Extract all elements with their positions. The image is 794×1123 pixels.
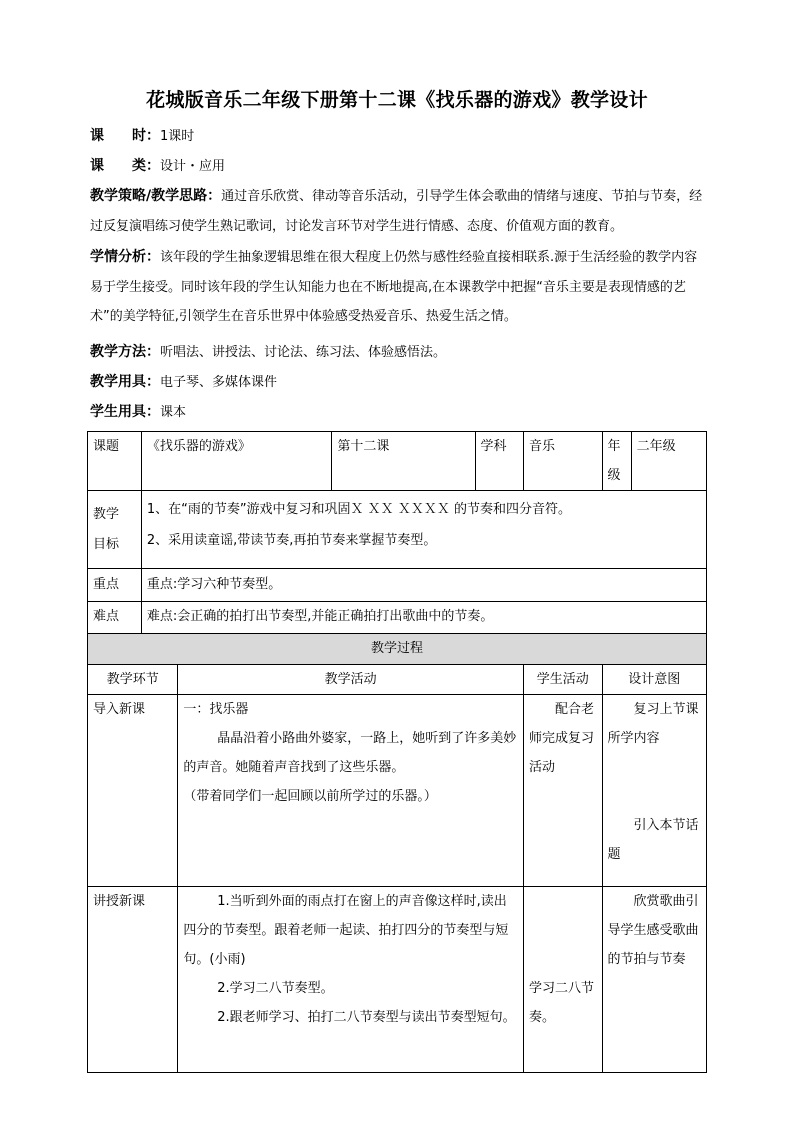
process-header-row	[88, 634, 707, 665]
col-stage: 教学环节	[88, 665, 178, 695]
table-row	[88, 695, 707, 887]
goal-item-1: 1、在“雨的节奏”游戏中复习和巩固Ｘ ＸＸ ＸＸＸＸ 的节奏和四分音符。	[146, 502, 571, 517]
type-value: 设计・应用	[160, 159, 226, 174]
row-intent	[602, 887, 706, 1073]
tools-value: 电子琴、多媒体课件	[160, 375, 278, 390]
meta-type	[90, 152, 710, 181]
meta-hours	[90, 122, 710, 151]
key-row	[88, 569, 707, 602]
goal-label-line-1: 教学	[93, 507, 120, 522]
strategy-label: 教学策略/教学思路：	[90, 188, 222, 204]
tools-label: 教学用具：	[90, 374, 160, 390]
row-activity	[178, 887, 524, 1073]
grade-value: 二年级	[631, 432, 706, 491]
meta-analysis	[90, 243, 710, 332]
activity-line: （带着同学们一起回顾以前所学过的乐器。）	[183, 789, 437, 804]
grade-label: 年级	[602, 432, 631, 491]
activity-line: 2.跟老师学习、拍打二八节奏型与读出节奏型短句。	[217, 1010, 516, 1025]
row-student	[523, 695, 602, 887]
row-stage: 导入新课	[88, 695, 178, 887]
student-activity: 学习二八节奏。	[528, 981, 594, 1025]
goal-item-2: 2、采用读童谣,带读节奏,再拍节奏来掌握节奏型。	[146, 533, 437, 548]
student-tools-value: 课本	[160, 405, 187, 420]
difficulty-value: 难点:会正确的拍打出节奏型,并能正确拍打出歌曲中的节奏。	[141, 602, 706, 634]
difficulty-label: 难点	[88, 602, 142, 634]
meta-strategy	[90, 182, 710, 241]
meta-tools	[90, 368, 710, 397]
subject-label: 学科	[475, 432, 523, 491]
method-label: 教学方法：	[90, 344, 160, 360]
strategy-text: 通过音乐欣赏、律动等音乐活动，引导学生体会歌曲的情绪与速度、节拍与节奏，经过反复演唱练习使学生熟记歌词，讨论发言环节对学生进行情感、态度、价值观方面的教育。	[90, 189, 703, 234]
lesson-table	[87, 431, 707, 1073]
key-label: 重点	[88, 569, 142, 602]
hours-label: 课 时：	[90, 128, 160, 144]
topic-value: 《找乐器的游戏》	[141, 432, 332, 491]
topic-label: 课题	[88, 432, 142, 491]
key-value: 重点:学习六种节奏型。	[141, 569, 706, 602]
student-activity: 配合老师完成复习活动	[528, 702, 594, 775]
document-title: 花城版音乐二年级下册第十二课《找乐器的游戏》教学设计	[146, 89, 648, 111]
row-stage: 讲授新课	[88, 887, 178, 1073]
type-label: 课 类：	[90, 158, 160, 174]
topic-row	[88, 432, 707, 491]
col-student: 学生活动	[523, 665, 602, 695]
analysis-label: 学情分析：	[90, 249, 160, 265]
analysis-text: 该年段的学生抽象逻辑思维在很大程度上仍然与感性经验直接相联系.源于生活经验的教学内容易于学生接受。同时该年段的学生认知能力也在不断地提高,在本课教学中把握“音乐主要是表现情感的艺术”的美学特征,引领学生在音乐世界中体验感受热爱音乐、热爱生活之情。	[90, 250, 698, 324]
col-intent: 设计意图	[602, 665, 706, 695]
activity-line: 2.学习二八节奏型。	[217, 981, 334, 996]
row-activity	[178, 695, 524, 887]
activity-line: 晶晶沿着小路曲外婆家，一路上，她听到了许多美妙的声音。她随着声音找到了这些乐器。	[183, 731, 517, 775]
goal-content	[141, 491, 706, 569]
intent-text: 引入本节话题	[607, 818, 699, 862]
subject-value: 音乐	[523, 432, 602, 491]
row-intent	[602, 695, 706, 887]
difficulty-row	[88, 602, 707, 634]
meta-student-tools	[90, 398, 710, 427]
col-activity: 教学活动	[178, 665, 524, 695]
lesson-value: 第十二课	[332, 432, 475, 491]
column-header-row	[88, 665, 707, 695]
intent-text: 欣赏歌曲引导学生感受歌曲的节拍与节奏	[607, 894, 699, 967]
hours-value: 1课时	[160, 129, 195, 144]
method-value: 听唱法、讲授法、讨论法、练习法、体验感悟法。	[160, 345, 447, 360]
goal-row	[88, 491, 707, 569]
intent-text: 复习上节课所学内容	[607, 702, 699, 746]
meta-method	[90, 338, 710, 367]
row-student	[523, 887, 602, 1073]
student-tools-label: 学生用具：	[90, 404, 160, 420]
activity-line: 一：找乐器	[183, 702, 249, 717]
process-header: 教学过程	[88, 634, 707, 665]
activity-line: 1.当听到外面的雨点打在窗上的声音像这样时,读出四分的节奏型。跟着老师一起读、拍打四分的节奏型与短句。(小雨)	[183, 894, 509, 967]
table-row	[88, 887, 707, 1073]
goal-label	[88, 491, 142, 569]
goal-label-line-2: 目标	[93, 537, 120, 552]
